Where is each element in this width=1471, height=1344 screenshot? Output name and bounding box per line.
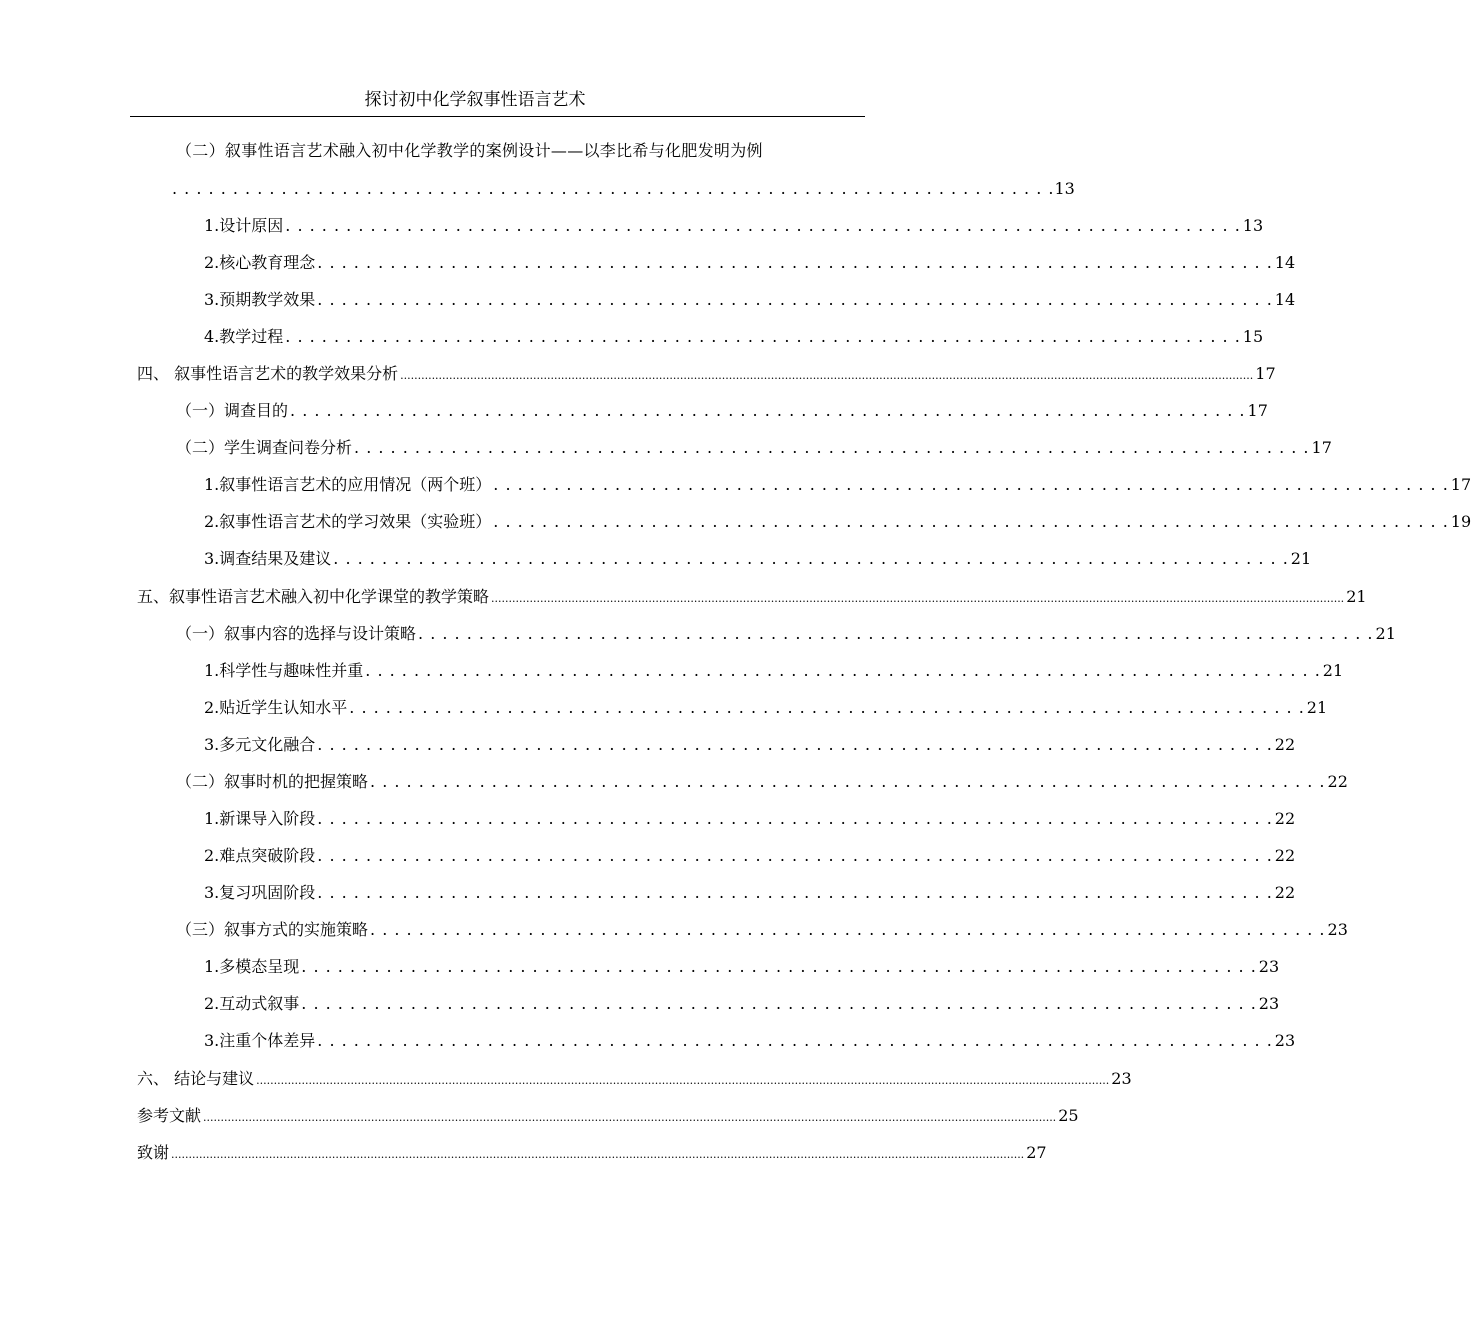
toc-entry-label: （一）调查目的 xyxy=(176,401,289,420)
toc-entry-label: （一）叙事内容的选择与设计策略 xyxy=(176,624,417,643)
toc-page-number: 23 xyxy=(1327,920,1348,939)
toc-entry[interactable] xyxy=(204,252,1296,274)
toc-leader-dots: .................................................................................................................................................................................................................................................... xyxy=(203,1111,1057,1124)
toc-entry-label: 1.叙事性语言艺术的应用情况（两个班） xyxy=(204,475,492,494)
toc-entry[interactable] xyxy=(204,993,1280,1015)
toc-entry-label: 3.预期教学效果 xyxy=(204,290,316,309)
toc-entry-label: 4.教学过程 xyxy=(204,327,284,346)
toc-entry[interactable] xyxy=(176,623,1396,645)
toc-leader-dots: . . . . . . . . . . . . . . . . . . . . . . . . . . . . . . . . . . . . . . . . . . . . . . . . . . . . . . . . . . . . . . . . . . . . . . . . . . . . . . . xyxy=(285,327,1241,346)
toc-entry-label: 参考文献 xyxy=(137,1106,202,1125)
toc-leader-dots: . . . . . . . . . . . . . . . . . . . . . . . . . . . . . . . . . . . . . . . . . . . . . . . . . . . . . . . . . . . . . . . . . . . . . . . . . . . . . . . xyxy=(317,883,1273,902)
toc-leader-dots: . . . . . . . . . . . . . . . . . . . . . . . . . . . . . . . . . . . . . . . . . . . . . . . . . . . . . . . . . . . . . . . . . . . . . . . . . . . . . . . xyxy=(285,216,1241,235)
toc-leader-dots: . . . . . . . . . . . . . . . . . . . . . . . . . . . . . . . . . . . . . . . . . . . . . . . . . . . . . . . . . . . . . . . . . . . . . . . . . . . . . . . xyxy=(290,401,1246,420)
toc-entry-label: 1.设计原因 xyxy=(204,216,284,235)
toc-entry[interactable] xyxy=(204,956,1280,978)
toc-page-number: 17 xyxy=(1450,475,1471,494)
toc-leader-dots: . . . . . . . . . . . . . . . . . . . . . . . . . . . . . . . . . . . . . . . . . . . . . . . . . . . . . . . . . . . . . . . . . . . . . . . . . . . . . . . xyxy=(365,661,1321,680)
toc-entry[interactable] xyxy=(137,1105,1079,1129)
toc-entry[interactable] xyxy=(204,326,1264,348)
toc-entry-label: 致谢 xyxy=(137,1143,170,1162)
toc-entry[interactable] xyxy=(204,474,1471,496)
toc-page-number: 22 xyxy=(1274,735,1296,754)
toc-entry[interactable] xyxy=(204,548,1312,570)
toc-page-number: 23 xyxy=(1258,994,1280,1013)
toc-page-number: 22 xyxy=(1274,809,1296,828)
toc-page-number: 21 xyxy=(1306,698,1328,717)
toc-entry-label: 2.贴近学生认知水平 xyxy=(204,698,348,717)
toc-entry-label: 2.互动式叙事 xyxy=(204,994,300,1013)
toc-entry[interactable] xyxy=(176,771,1348,793)
toc-entry-label: （二）学生调查问卷分析 xyxy=(176,438,353,457)
toc-leader-dots: . . . . . . . . . . . . . . . . . . . . . . . . . . . . . . . . . . . . . . . . . . . . . . . . . . . . . . . . . . . . . . . . . . . . . . . . . . . . . . . xyxy=(317,290,1273,309)
toc-page-number: 17 xyxy=(1255,364,1276,383)
toc-leader-dots: .................................................................................................................................................................................................................................................... xyxy=(256,1074,1110,1087)
toc-leader-dots: .................................................................................................................................................................................................................................................... xyxy=(491,592,1345,605)
toc-entry-continuation xyxy=(172,178,1075,200)
toc-page-number: 13 xyxy=(1242,216,1264,235)
toc-entry[interactable] xyxy=(204,845,1296,867)
toc-leader-dots: .................................................................................................................................................................................................................................................... xyxy=(400,369,1254,382)
toc-page-number: 23 xyxy=(1111,1069,1132,1088)
toc-page-number: 15 xyxy=(1242,327,1264,346)
toc-leader-dots: . . . . . . . . . . . . . . . . . . . . . . . . . . . . . . . . . . . . . . . . . . . . . . . . . . . . . . . . . . . . . . . . . . . . . . . . . . . . . . . xyxy=(317,846,1273,865)
toc-leader-dots: .................................................................................................................................................................................................................................................... xyxy=(171,1148,1025,1161)
page-header-title: 探讨初中化学叙事性语言艺术 xyxy=(364,90,586,110)
toc-leader-dots: . . . . . . . . . . . . . . . . . . . . . . . . . . . . . . . . . . . . . . . . . . . . . . . . . . . . . . . . . . . . . . . . . . . . . . . . . . . . . . . xyxy=(317,1031,1273,1050)
toc-entry[interactable] xyxy=(204,511,1471,533)
toc-leader-dots: . . . . . . . . . . . . . . . . . . . . . . . . . . . . . . . . . . . . . . . . . . . . . . . . . . . . . . . . . . . . . . . . . . . . . . . . . . . . . . . xyxy=(418,624,1374,643)
toc-page-number: 17 xyxy=(1311,438,1332,457)
toc-entry-label: （三）叙事方式的实施策略 xyxy=(176,920,369,939)
toc-page-number: 19 xyxy=(1450,512,1471,531)
toc-leader-dots: . . . . . . . . . . . . . . . . . . . . . . . . . . . . . . . . . . . . . . . . . . . . . . . . . . . . . . . . . . . . . . . . . . . . . . . . . xyxy=(172,179,1055,198)
toc-entry-label: 3.注重个体差异 xyxy=(204,1031,316,1050)
toc-leader-dots: . . . . . . . . . . . . . . . . . . . . . . . . . . . . . . . . . . . . . . . . . . . . . . . . . . . . . . . . . . . . . . . . . . . . . . . . . . . . . . . xyxy=(317,735,1273,754)
toc-page-number: 23 xyxy=(1274,1031,1296,1050)
toc-entry-label: 3.调查结果及建议 xyxy=(204,549,332,568)
toc-entry-label: 四、 叙事性语言艺术的教学效果分析 xyxy=(137,364,399,383)
toc-leader-dots: . . . . . . . . . . . . . . . . . . . . . . . . . . . . . . . . . . . . . . . . . . . . . . . . . . . . . . . . . . . . . . . . . . . . . . . . . . . . . . . xyxy=(370,772,1326,791)
toc-leader-dots: . . . . . . . . . . . . . . . . . . . . . . . . . . . . . . . . . . . . . . . . . . . . . . . . . . . . . . . . . . . . . . . . . . . . . . . . . . . . . . . xyxy=(370,920,1326,939)
toc-entry-label: 五、叙事性语言艺术融入初中化学课堂的教学策略 xyxy=(137,587,490,606)
toc-entry[interactable] xyxy=(137,1068,1132,1092)
toc-page-number: 25 xyxy=(1058,1106,1079,1125)
toc-entry-label: （二）叙事性语言艺术融入初中化学教学的案例设计——以李比希与化肥发明为例 xyxy=(176,141,763,160)
toc-page-number: 17 xyxy=(1247,401,1268,420)
toc-page-number: 22 xyxy=(1327,772,1348,791)
toc-leader-dots: . . . . . . . . . . . . . . . . . . . . . . . . . . . . . . . . . . . . . . . . . . . . . . . . . . . . . . . . . . . . . . . . . . . . . . . . . . . . . . . xyxy=(349,698,1305,717)
toc-leader-dots: . . . . . . . . . . . . . . . . . . . . . . . . . . . . . . . . . . . . . . . . . . . . . . . . . . . . . . . . . . . . . . . . . . . . . . . . . . . . . . . xyxy=(493,475,1449,494)
toc-entry-label: 2.核心教育理念 xyxy=(204,253,316,272)
toc-entry[interactable] xyxy=(204,697,1328,719)
toc-page-number: 22 xyxy=(1274,883,1296,902)
toc-entry-label: 2.难点突破阶段 xyxy=(204,846,316,865)
toc-entry[interactable] xyxy=(137,586,1367,610)
toc-page-number: 22 xyxy=(1274,846,1296,865)
toc-entry-label: 3.复习巩固阶段 xyxy=(204,883,316,902)
toc-entry[interactable] xyxy=(204,1030,1296,1052)
toc-entry[interactable] xyxy=(137,1142,1047,1166)
toc-entry[interactable] xyxy=(204,734,1296,756)
toc-entry-label: 1.科学性与趣味性并重 xyxy=(204,661,364,680)
toc-entry-label: 3.多元文化融合 xyxy=(204,735,316,754)
toc-entry[interactable] xyxy=(137,363,1276,387)
toc-entry-label: （二）叙事时机的把握策略 xyxy=(176,772,369,791)
toc-entry[interactable] xyxy=(204,660,1344,682)
toc-leader-dots: . . . . . . . . . . . . . . . . . . . . . . . . . . . . . . . . . . . . . . . . . . . . . . . . . . . . . . . . . . . . . . . . . . . . . . . . . . . . . . . xyxy=(317,809,1273,828)
toc-entry-label: 2.叙事性语言艺术的学习效果（实验班） xyxy=(204,512,492,531)
toc-entry-label: 六、 结论与建议 xyxy=(137,1069,255,1088)
toc-entry[interactable] xyxy=(204,882,1296,904)
toc-leader-dots: . . . . . . . . . . . . . . . . . . . . . . . . . . . . . . . . . . . . . . . . . . . . . . . . . . . . . . . . . . . . . . . . . . . . . . . . . . . . . . . xyxy=(333,549,1289,568)
toc-entry[interactable] xyxy=(176,400,1268,422)
toc-entry[interactable] xyxy=(204,289,1296,311)
toc-page-number: 14 xyxy=(1274,253,1296,272)
toc-page-number: 13 xyxy=(1054,179,1075,198)
toc-entry-label: 1.多模态呈现 xyxy=(204,957,300,976)
toc-entry[interactable] xyxy=(176,437,1332,459)
toc-page-number: 21 xyxy=(1375,624,1396,643)
toc-leader-dots: . . . . . . . . . . . . . . . . . . . . . . . . . . . . . . . . . . . . . . . . . . . . . . . . . . . . . . . . . . . . . . . . . . . . . . . . . . . . . . . xyxy=(317,253,1273,272)
toc-page-number: 27 xyxy=(1026,1143,1047,1162)
toc-leader-dots: . . . . . . . . . . . . . . . . . . . . . . . . . . . . . . . . . . . . . . . . . . . . . . . . . . . . . . . . . . . . . . . . . . . . . . . . . . . . . . . xyxy=(354,438,1310,457)
toc-leader-dots: . . . . . . . . . . . . . . . . . . . . . . . . . . . . . . . . . . . . . . . . . . . . . . . . . . . . . . . . . . . . . . . . . . . . . . . . . . . . . . . xyxy=(301,957,1257,976)
toc-entry[interactable] xyxy=(204,808,1296,830)
toc-page-number: 14 xyxy=(1274,290,1296,309)
toc-page-number: 21 xyxy=(1322,661,1344,680)
toc-page-number: 21 xyxy=(1290,549,1312,568)
toc-leader-dots: . . . . . . . . . . . . . . . . . . . . . . . . . . . . . . . . . . . . . . . . . . . . . . . . . . . . . . . . . . . . . . . . . . . . . . . . . . . . . . . xyxy=(493,512,1449,531)
toc-leader-dots: . . . . . . . . . . . . . . . . . . . . . . . . . . . . . . . . . . . . . . . . . . . . . . . . . . . . . . . . . . . . . . . . . . . . . . . . . . . . . . . xyxy=(301,994,1257,1013)
toc-entry[interactable] xyxy=(176,919,1348,941)
toc-page-number: 23 xyxy=(1258,957,1280,976)
toc-page-number: 21 xyxy=(1346,587,1367,606)
toc-entry[interactable] xyxy=(204,215,1264,237)
toc-entry-label: 1.新课导入阶段 xyxy=(204,809,316,828)
